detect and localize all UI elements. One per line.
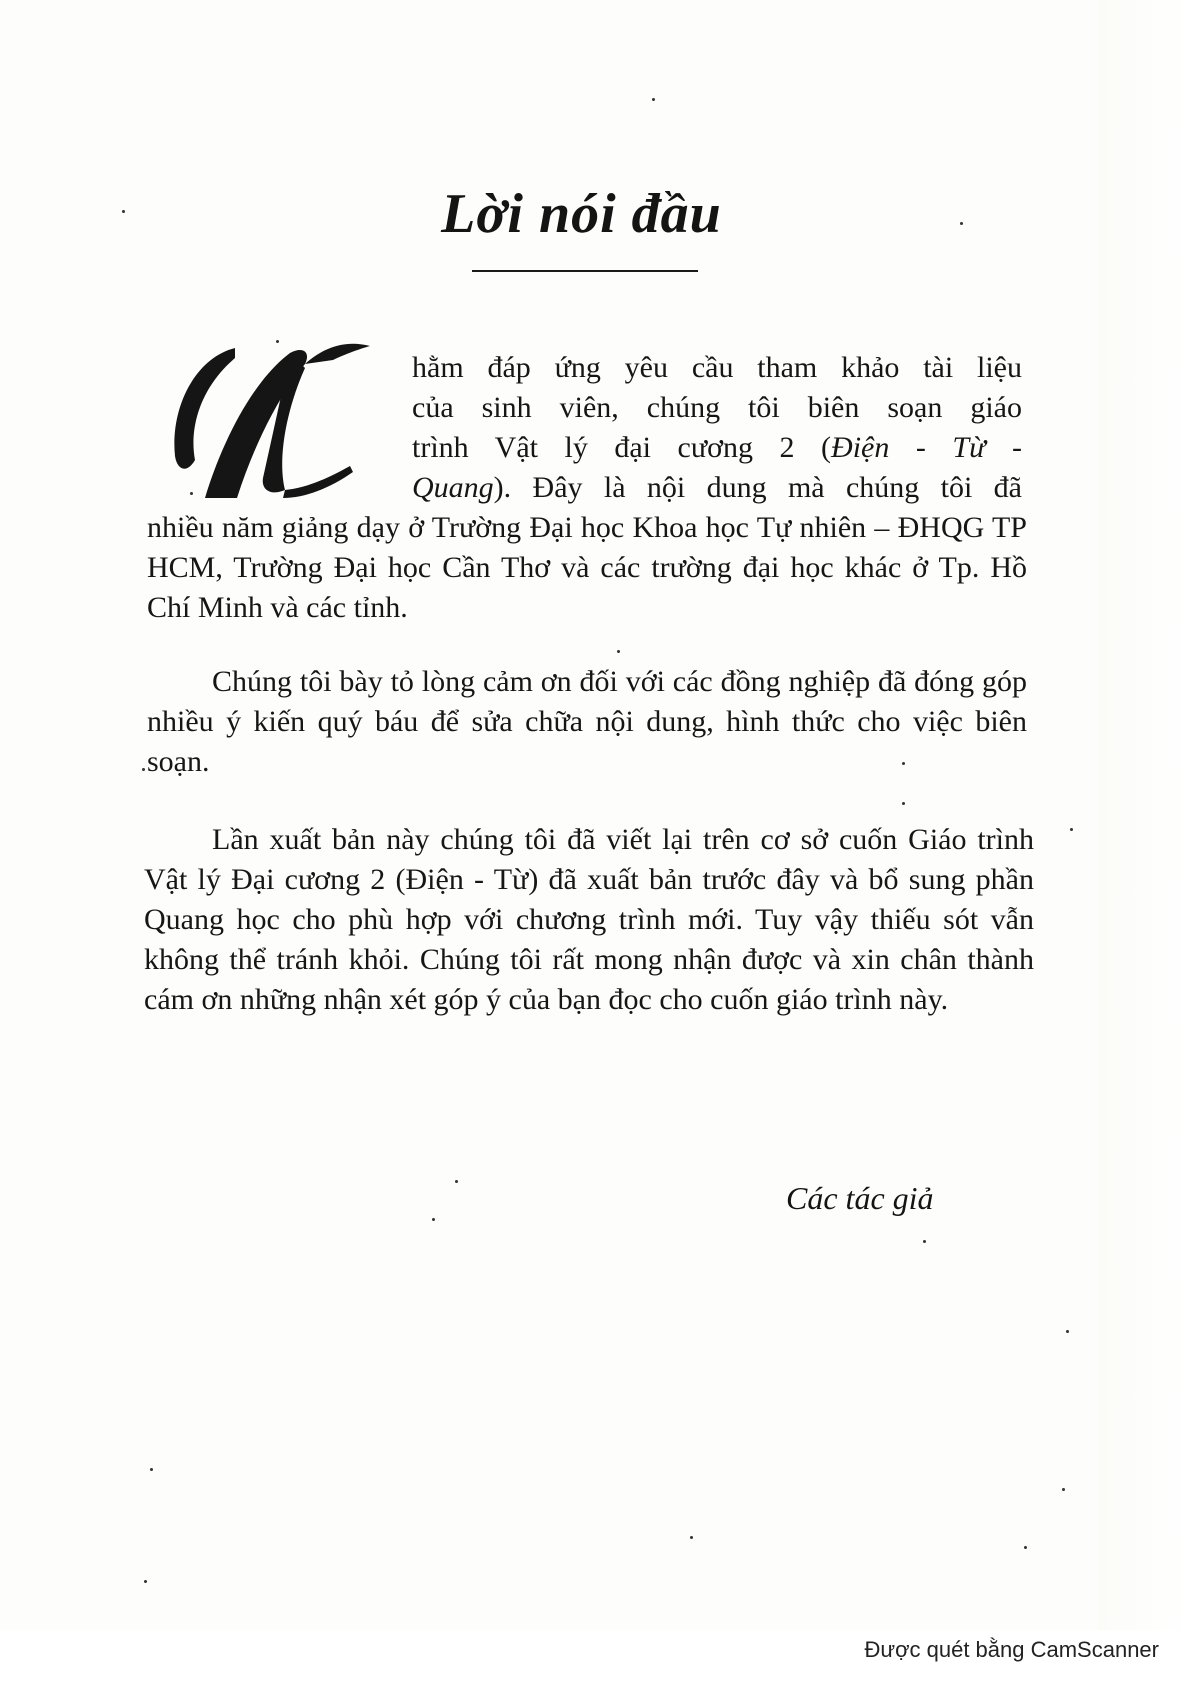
intro-line-2: của sinh viên, chúng tôi biên soạn giáo xyxy=(412,391,1022,424)
page-edge-shade xyxy=(1098,0,1191,1685)
scan-speck xyxy=(1070,828,1073,831)
scan-speck xyxy=(652,98,655,101)
camscanner-watermark: Được quét bằng CamScanner xyxy=(864,1637,1159,1662)
scan-speck xyxy=(690,1536,693,1539)
intro-lines-beside-drop-cap xyxy=(412,348,1022,508)
scan-speck xyxy=(923,1240,926,1243)
scan-speck xyxy=(432,1218,435,1221)
page-title: Lời nói đầu xyxy=(441,183,722,245)
intro-paragraph-continuation: nhiều năm giảng dạy ở Trường Đại học Khoa học Tự nhiên – ĐHQG TP HCM, Trường Đại học Cần Thơ và các trường đại học khác ở Tp. Hồ Chí Minh và các tỉnh. xyxy=(147,511,1027,624)
edition-note-paragraph: Lần xuất bản này chúng tôi đã viết lại trên cơ sở cuốn Giáo trình Vật lý Đại cương 2 (Điện - Từ) đã xuất bản trước đây và bổ sung phần Quang học cho phù hợp với chương trình mới. Tuy vậy thiếu sót vẫn không thể tránh khỏi. Chúng tôi rất mong nhận được và xin chân thành cám ơn những nhận xét góp ý của bạn đọc cho cuốn giáo trình này. xyxy=(144,823,1034,1016)
scan-speck xyxy=(142,768,145,771)
scan-speck xyxy=(1024,1546,1027,1549)
scan-speck xyxy=(902,802,905,805)
scan-speck xyxy=(455,1180,458,1183)
authors-signature: Các tác giả xyxy=(786,1180,934,1216)
intro-line-4: Quang). Đây là nội dung mà chúng tôi đã xyxy=(412,471,1022,504)
scan-speck xyxy=(150,1468,153,1471)
italic-subtitle-fragment: Điện - Từ - xyxy=(831,431,1022,464)
intro-line-3: trình Vật lý đại cương 2 (Điện - Từ - xyxy=(412,431,1022,464)
italic-subtitle-fragment: Quang xyxy=(412,471,494,504)
drop-cap-n-ornament xyxy=(165,338,385,498)
scan-speck xyxy=(144,1580,147,1583)
intro-line-1: hằm đáp ứng yêu cầu tham khảo tài liệu xyxy=(412,351,1022,384)
scan-speck xyxy=(617,650,620,653)
scan-speck xyxy=(1062,1488,1065,1491)
acknowledgement-paragraph: Chúng tôi bày tỏ lòng cảm ơn đối với các đồng nghiệp đã đóng góp nhiều ý kiến quý báu để sửa chữa nội dung, hình thức cho việc biên soạn. xyxy=(147,665,1027,778)
title-underline xyxy=(472,270,698,272)
scan-speck xyxy=(1066,1330,1069,1333)
